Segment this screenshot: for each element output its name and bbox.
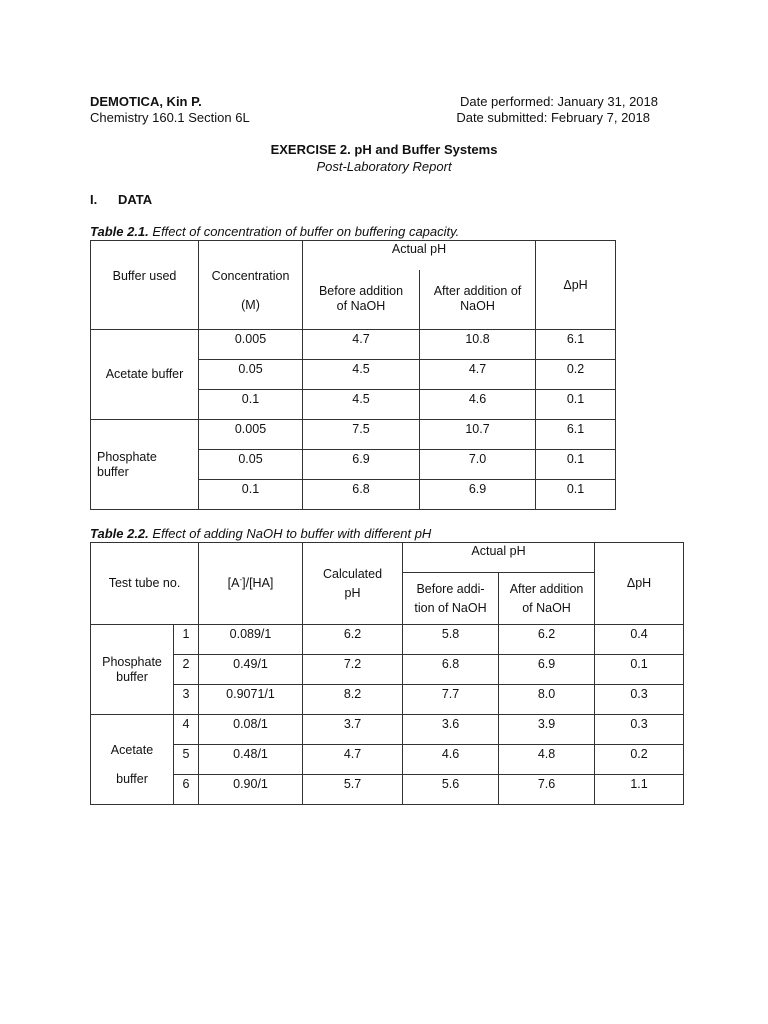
cell-delta: 0.4 [595,625,684,655]
cell-calc: 5.7 [303,775,403,805]
header-before-line-1: Before addition [318,284,404,299]
header-test-tube: Test tube no. [91,543,199,625]
cell-conc: 0.005 [199,420,303,450]
cell-delta: 6.1 [536,420,616,450]
cell-after: 7.6 [499,775,595,805]
cell-delta: 0.1 [536,480,616,510]
header-before-line-2: of NaOH [336,299,386,314]
header-calculated-ph [303,543,403,625]
cell-delta: 0.1 [536,450,616,480]
cell-after: 6.9 [420,480,536,510]
buffer-phosphate-line-1: Phosphate [102,654,162,669]
cell-delta: 0.2 [595,745,684,775]
table-row [91,330,616,360]
cell-conc: 0.05 [199,360,303,390]
cell-calc: 4.7 [303,745,403,775]
cell-after: 4.7 [420,360,536,390]
cell-before: 5.8 [403,625,499,655]
section-number: I. [90,192,98,207]
header-after-line-2: NaOH [460,299,495,314]
header-after-line-2: of NaOH [522,600,571,615]
header-after-line-1: After addition of [433,284,522,299]
cell-after: 7.0 [420,450,536,480]
exercise-title: EXERCISE 2. pH and Buffer Systems [270,142,498,157]
header-delta-ph: ΔpH [536,241,616,330]
header-after-line-1: After addition [509,581,584,596]
table-2-1-caption [90,224,459,239]
cell-after: 3.9 [499,715,595,745]
cell-before: 5.6 [403,775,499,805]
header-calc-line-2: pH [344,585,361,600]
buffer-acetate [91,715,174,805]
cell-ratio: 0.089/1 [199,625,303,655]
cell-ratio: 0.08/1 [199,715,303,745]
cell-delta: 0.3 [595,685,684,715]
date-performed: Date performed: January 31, 2018 [459,94,658,109]
table-row [91,420,616,450]
cell-conc: 0.1 [199,390,303,420]
cell-after: 6.9 [499,655,595,685]
cell-ratio: 0.90/1 [199,775,303,805]
table-2-2-caption [90,526,431,541]
cell-ratio: 0.9071/1 [199,685,303,715]
cell-tube-no: 5 [174,745,199,775]
table-2-2-caption-text: Effect of adding NaOH to buffer with different pH [148,526,432,541]
report-subtitle: Post-Laboratory Report [316,159,452,174]
table-row [91,655,684,685]
cell-conc: 0.1 [199,480,303,510]
table-2-1-caption-text: Effect of concentration of buffer on buffering capacity. [148,224,460,239]
cell-before: 6.8 [303,480,420,510]
buffer-phosphate [91,420,199,510]
cell-calc: 3.7 [303,715,403,745]
cell-calc: 8.2 [303,685,403,715]
header-ratio-b: ]/[HA] [242,576,274,590]
cell-tube-no: 6 [174,775,199,805]
buffer-phosphate-line-1: Phosphate [97,449,157,464]
cell-tube-no: 1 [174,625,199,655]
course-section: Chemistry 160.1 Section 6L [90,110,250,125]
cell-calc: 7.2 [303,655,403,685]
table-row [91,685,684,715]
buffer-phosphate-line-2: buffer [116,669,148,684]
cell-tube-no: 4 [174,715,199,745]
cell-before: 6.8 [403,655,499,685]
header-ratio-a: [A [227,576,240,590]
header-after-naoh [420,270,536,330]
table-2-1-caption-label: Table 2.1. [90,224,149,239]
header-concentration-label: Concentration [211,269,290,283]
cell-before: 4.7 [303,330,420,360]
table-row [91,775,684,805]
cell-before: 4.6 [403,745,499,775]
cell-before: 7.7 [403,685,499,715]
header-delta-ph: ΔpH [595,543,684,625]
cell-delta: 6.1 [536,330,616,360]
cell-ratio: 0.48/1 [199,745,303,775]
cell-delta: 0.3 [595,715,684,745]
cell-after: 6.2 [499,625,595,655]
header-before-line-1: Before addi- [416,581,485,596]
header-actual-ph: Actual pH [303,241,536,270]
cell-after: 4.6 [420,390,536,420]
header-before-naoh [303,270,420,330]
header-ratio-sup: - [239,574,243,584]
table-2-2 [90,542,684,805]
table-row [91,625,684,655]
table-2-1 [90,240,616,510]
header-concentration-unit: (M) [241,298,260,312]
table-row [91,715,684,745]
buffer-phosphate [91,625,174,715]
cell-conc: 0.05 [199,450,303,480]
header-calc-line-1: Calculated [322,566,383,581]
cell-before: 7.5 [303,420,420,450]
cell-tube-no: 2 [174,655,199,685]
table-2-2-caption-label: Table 2.2. [90,526,149,541]
cell-calc: 6.2 [303,625,403,655]
cell-after: 4.8 [499,745,595,775]
cell-before: 4.5 [303,390,420,420]
cell-conc: 0.005 [199,330,303,360]
header-after-naoh [499,573,595,625]
table-row [91,745,684,775]
section-heading: DATA [118,192,153,207]
buffer-acetate: Acetate buffer [91,330,199,420]
cell-after: 8.0 [499,685,595,715]
header-ratio [199,543,303,625]
cell-tube-no: 3 [174,685,199,715]
header-actual-ph: Actual pH [403,543,595,573]
header-concentration [199,241,303,330]
cell-ratio: 0.49/1 [199,655,303,685]
cell-before: 6.9 [303,450,420,480]
cell-delta: 0.2 [536,360,616,390]
cell-delta: 1.1 [595,775,684,805]
cell-after: 10.7 [420,420,536,450]
buffer-phosphate-line-2: buffer [97,464,129,479]
date-submitted: Date submitted: February 7, 2018 [456,110,650,125]
cell-before: 4.5 [303,360,420,390]
cell-delta: 0.1 [595,655,684,685]
student-name: DEMOTICA, Kin P. [90,94,202,109]
buffer-acetate-line-2: buffer [116,771,148,786]
cell-delta: 0.1 [536,390,616,420]
cell-before: 3.6 [403,715,499,745]
cell-after: 10.8 [420,330,536,360]
header-buffer-used: Buffer used [91,241,199,330]
header-before-line-2: tion of NaOH [414,600,487,615]
buffer-acetate-line-1: Acetate [110,742,154,757]
header-before-naoh [403,573,499,625]
